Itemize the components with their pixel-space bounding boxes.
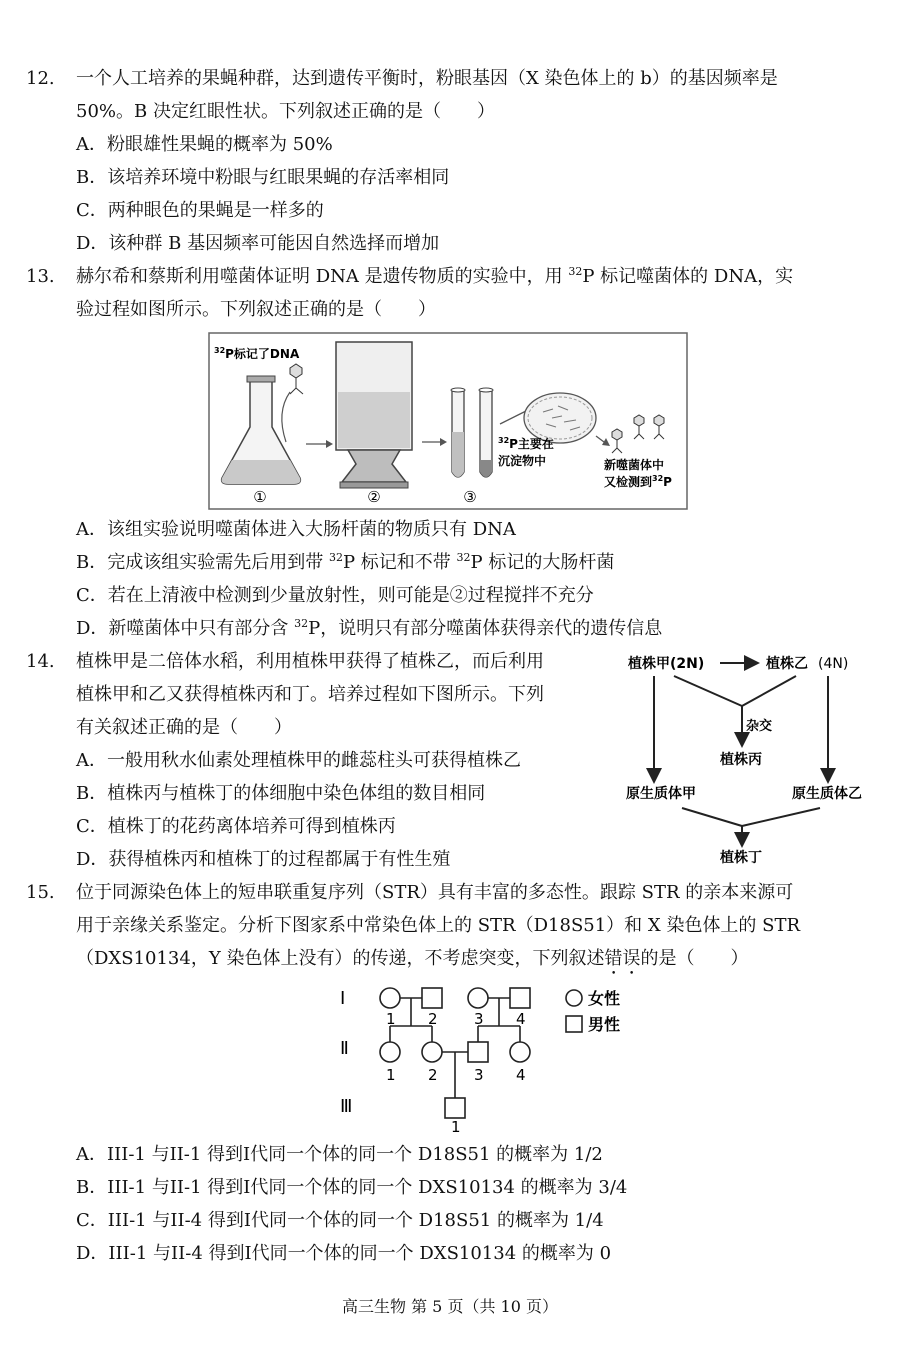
fig13-label-new-1: 新噬菌体中 <box>604 458 665 472</box>
pedigree-male-III1 <box>445 1098 465 1118</box>
q14-stem-line3: 有关叙述正确的是（ ） <box>76 717 292 738</box>
q13-number: 13. <box>26 266 55 287</box>
q15-stem-line1: 15. 位于同源染色体上的短串联重复序列（STR）具有丰富的多态性。跟踪 STR 的亲本来源可 <box>26 880 793 906</box>
q12-stem-line1: 12. 一个人工培养的果蝇种群，达到遗传平衡时，粉眼基因（X 染色体上的 b）的基因频率是 <box>26 66 778 92</box>
q15-number: 15. <box>26 882 55 903</box>
q13-stem-line2: 验过程如图所示。下列叙述正确的是（ ） <box>76 299 436 320</box>
q14-option-a: A．一般用秋水仙素处理植株甲的雌蕊柱头可获得植株乙 <box>76 750 521 771</box>
pedigree-female-II4 <box>510 1042 530 1062</box>
q14-number: 14. <box>26 651 55 672</box>
q14-stem-line2: 植株甲和乙又获得植株丙和丁。培养过程如下图所示。下列 <box>76 684 544 705</box>
q12-option-b: B．该培养环境中粉眼与红眼果蝇的存活率相同 <box>76 167 450 188</box>
pedigree-female-I3 <box>468 988 488 1008</box>
fig13-label-pellet-1: $^{32}$P主要在 <box>498 436 554 451</box>
q15-option-b: B．III-1 与II-1 得到I代同一个体的同一个 DXS10134 的概率为 3/4 <box>76 1177 628 1198</box>
phage-experiment-figure <box>208 332 688 510</box>
q14-option-c: C．植株丁的花药离体培养可得到植株丙 <box>76 816 396 837</box>
petri-dish-icon <box>524 393 596 443</box>
gen-label-2: Ⅱ <box>340 1038 349 1059</box>
pedigree-num: 4 <box>516 1010 526 1028</box>
fig13-step3-label: ③ <box>463 488 477 506</box>
q15-option-c: C．III-1 与II-4 得到I代同一个体的同一个 D18S51 的概率为 1/4 <box>76 1210 604 1231</box>
q12-stem-line2: 50%。B 决定红眼性状。下列叙述正确的是（ ） <box>76 101 495 122</box>
fig13-label-pellet-2: 沉淀物中 <box>498 454 547 468</box>
q13-stem-line1: 13. 赫尔希和蔡斯利用噬菌体证明 DNA 是遗传物质的实验中，用 $^{32}$P 标记噬菌体的 DNA，实 <box>26 264 793 290</box>
node-jia: 植株甲(2N) <box>628 656 705 672</box>
plant-breeding-flowchart <box>620 648 880 870</box>
q12-option-a: A．粉眼雄性果蝇的概率为 50% <box>76 134 333 155</box>
node-yi-ploidy: (4N) <box>818 656 849 672</box>
q14-stem-line1: 14. 植株甲是二倍体水稻，利用植株甲获得了植株乙，而后利用 <box>26 649 544 675</box>
pedigree-num: 1 <box>386 1066 396 1084</box>
pedigree-num: 2 <box>428 1066 438 1084</box>
q13-option-a: A．该组实验说明噬菌体进入大肠杆菌的物质只有 DNA <box>76 519 516 540</box>
legend-female-label: 女性 <box>588 989 621 1008</box>
test-tube-icon <box>479 388 493 477</box>
node-bing: 植株丙 <box>720 752 762 768</box>
fig13-label-new-2: 又检测到$^{32}$P <box>604 474 672 489</box>
legend-male-label: 男性 <box>588 1015 621 1034</box>
node-proto-jia: 原生质体甲 <box>626 786 696 802</box>
pedigree-num: 2 <box>428 1010 438 1028</box>
pedigree-num: 1 <box>451 1118 461 1132</box>
fig13-label-top: $^{32}$P标记了DNA <box>214 346 300 361</box>
emphasis-wrong: 错误 <box>604 948 641 969</box>
q15-option-d: D．III-1 与II-4 得到I代同一个体的同一个 DXS10134 的概率为 0 <box>76 1243 612 1264</box>
pedigree-num: 3 <box>474 1066 484 1084</box>
pedigree-num: 4 <box>516 1066 526 1084</box>
node-proto-yi: 原生质体乙 <box>792 786 862 802</box>
fusion-line-right <box>742 808 820 826</box>
q15-stem-line3: （DXS10134，Y 染色体上没有）的传递，不考虑突变，下列叙述错误的是（ ） <box>76 948 749 969</box>
pedigree-num: 3 <box>474 1010 484 1028</box>
pedigree-male-I2 <box>422 988 442 1008</box>
q12-option-c: C．两种眼色的果蝇是一样多的 <box>76 200 324 221</box>
pedigree-chart <box>334 982 644 1132</box>
pedigree-male-I4 <box>510 988 530 1008</box>
q15-option-a: A．III-1 与II-1 得到I代同一个体的同一个 D18S51 的概率为 1/2 <box>76 1144 603 1165</box>
legend-male-icon <box>566 1016 582 1032</box>
fig13-step1-label: ① <box>253 488 267 506</box>
q13-option-b: B．完成该组实验需先后用到带 $^{32}$P 标记和不带 $^{32}$P 标记的大肠杆菌 <box>76 551 615 573</box>
pedigree-female-I1 <box>380 988 400 1008</box>
legend-female-icon <box>566 990 582 1006</box>
gen-label-1: Ⅰ <box>340 988 346 1009</box>
pedigree-num: 1 <box>386 1010 396 1028</box>
node-ding: 植株丁 <box>720 850 762 866</box>
gen-label-3: Ⅲ <box>340 1096 353 1117</box>
cross-line-right <box>742 676 796 706</box>
label-cross: 杂交 <box>746 719 773 734</box>
fusion-line-left <box>682 808 742 826</box>
q12-option-d: D．该种群 B 基因频率可能因自然选择而增加 <box>76 233 440 254</box>
q14-option-d: D．获得植株丙和植株丁的过程都属于有性生殖 <box>76 849 451 870</box>
q12-number: 12. <box>26 68 55 89</box>
node-yi: 植株乙 <box>766 656 808 672</box>
q14-option-b: B．植株丙与植株丁的体细胞中染色体组的数目相同 <box>76 783 486 804</box>
q13-option-c: C．若在上清液中检测到少量放射性，则可能是②过程搅拌不充分 <box>76 585 594 606</box>
page-footer: 高三生物 第 5 页（共 10 页） <box>342 1297 558 1316</box>
q15-stem-line2: 用于亲缘关系鉴定。分析下图家系中常染色体上的 STR（D18S51）和 X 染色体上的 STR <box>76 915 801 936</box>
pedigree-male-II3 <box>468 1042 488 1062</box>
pedigree-female-II2 <box>422 1042 442 1062</box>
fig13-step2-label: ② <box>367 488 381 506</box>
q13-option-d: D．新噬菌体中只有部分含 $^{32}$P，说明只有部分噬菌体获得亲代的遗传信息 <box>76 617 663 639</box>
pedigree-female-II1 <box>380 1042 400 1062</box>
cross-line-left <box>674 676 742 706</box>
test-tube-icon <box>451 388 465 477</box>
